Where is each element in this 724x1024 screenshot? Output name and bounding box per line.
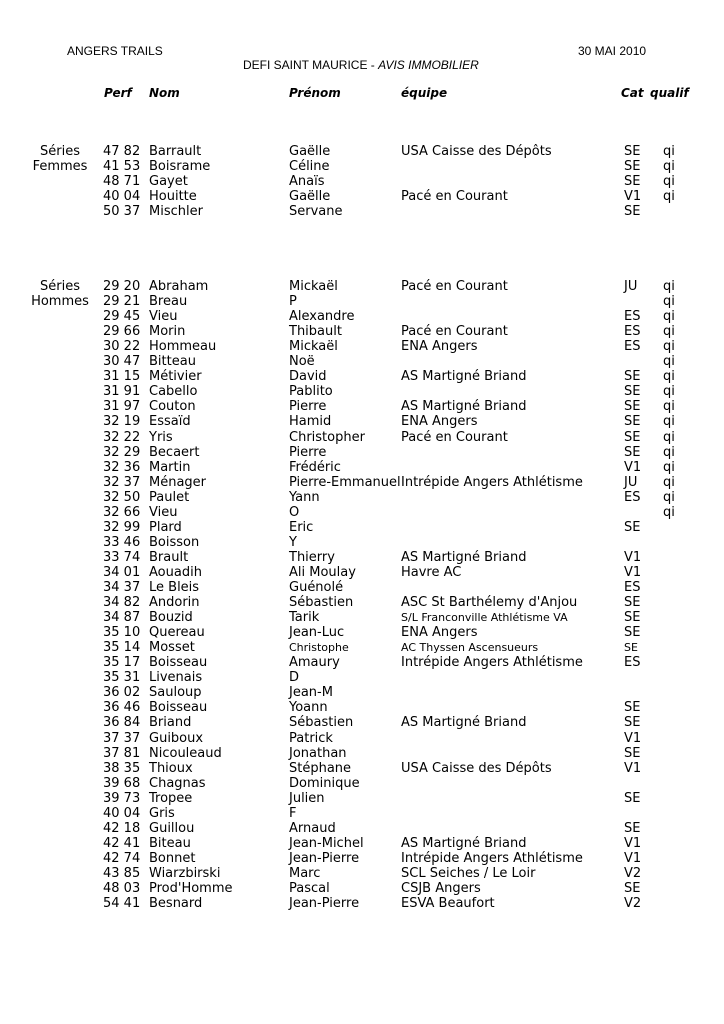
last-name: Quereau — [149, 625, 205, 641]
last-name: Boisrame — [149, 159, 211, 175]
perf-value: 36 02 — [103, 685, 141, 701]
category: SE — [624, 369, 641, 385]
first-name: Mickaël — [289, 279, 338, 294]
perf-value: 50 37 — [103, 204, 141, 220]
team-name: Intrépide Angers Athlétisme — [401, 474, 583, 490]
last-name: Bouzid — [149, 610, 193, 626]
first-name: Y — [289, 534, 297, 550]
event-name: DEFI SAINT MAURICE - — [243, 58, 379, 72]
qualification: qi — [663, 489, 675, 505]
team-name: AS Martigné Briand — [401, 549, 527, 565]
team-name: Pacé en Courant — [401, 324, 508, 340]
last-name: Boisseau — [149, 700, 208, 716]
last-name: Cabello — [149, 384, 198, 400]
team-name: AS Martigné Briand — [401, 715, 527, 731]
last-name: Boisseau — [149, 655, 208, 671]
team-name: Havre AC — [401, 564, 462, 580]
team-name: SCL Seiches / Le Loir — [401, 865, 536, 881]
last-name: Tropee — [149, 790, 193, 806]
event-date: 30 MAI 2010 — [578, 44, 647, 58]
last-name: Breau — [149, 294, 188, 310]
result-row — [0, 460, 724, 475]
category: V2 — [624, 896, 642, 912]
last-name: Yris — [149, 429, 173, 445]
category: SE — [624, 429, 641, 445]
category: SE — [624, 144, 641, 159]
last-name: Chagnas — [149, 775, 206, 791]
category: V1 — [624, 730, 642, 746]
perf-value: 40 04 — [103, 805, 141, 821]
qualification: qi — [663, 429, 675, 445]
last-name: Becaert — [149, 444, 200, 460]
result-row — [0, 354, 724, 369]
last-name: Abraham — [149, 279, 209, 294]
perf-value: 33 74 — [103, 549, 141, 565]
perf-value: 32 37 — [103, 474, 141, 490]
last-name: Nicouleaud — [149, 745, 222, 761]
perf-value: 29 45 — [103, 309, 141, 325]
result-row — [0, 851, 724, 866]
category: SE — [624, 625, 641, 641]
perf-value: 32 99 — [103, 519, 141, 535]
section-label-men: Séries Hommes — [31, 279, 89, 309]
result-row — [0, 776, 724, 791]
perf-value: 32 19 — [103, 414, 141, 430]
first-name: O — [289, 504, 300, 520]
result-row — [0, 384, 724, 399]
category: SE — [624, 745, 641, 761]
result-row — [0, 505, 724, 520]
category: SE — [624, 414, 641, 430]
category: V1 — [624, 459, 642, 475]
category: V1 — [624, 189, 642, 205]
team-name: S/L Franconville Athlétisme VA — [401, 611, 568, 625]
last-name: Houitte — [149, 189, 197, 205]
result-row — [0, 445, 724, 460]
column-header-prenom: Prénom — [289, 86, 341, 100]
result-row — [0, 625, 724, 640]
last-name: Bonnet — [149, 850, 196, 866]
qualification: qi — [663, 189, 675, 205]
first-name: Céline — [289, 159, 330, 175]
category: V1 — [624, 850, 642, 866]
first-name: Thierry — [289, 549, 335, 565]
team-name: ESVA Beaufort — [401, 896, 495, 912]
category: SE — [624, 881, 641, 896]
column-header-nom: Nom — [149, 86, 180, 100]
last-name: Morin — [149, 324, 186, 340]
perf-value: 32 36 — [103, 459, 141, 475]
last-name: Boisson — [149, 534, 200, 550]
team-name: Pacé en Courant — [401, 429, 508, 445]
category: JU — [624, 474, 638, 490]
category: SE — [624, 715, 641, 731]
perf-value: 34 37 — [103, 580, 141, 595]
team-name: ASC St Barthélemy d'Anjou — [401, 595, 578, 611]
perf-value: 35 10 — [103, 625, 141, 641]
first-name: Noë — [289, 354, 315, 370]
result-row — [0, 204, 724, 219]
result-row — [0, 580, 724, 595]
result-row — [0, 174, 724, 189]
team-name: USA Caisse des Dépôts — [401, 144, 552, 159]
qualification: qi — [663, 369, 675, 385]
result-row — [0, 189, 724, 204]
category: ES — [624, 655, 641, 671]
perf-value: 32 66 — [103, 504, 141, 520]
result-row — [0, 430, 724, 445]
last-name: Biteau — [149, 835, 191, 851]
team-name: Intrépide Angers Athlétisme — [401, 850, 583, 866]
result-row — [0, 670, 724, 685]
last-name: Briand — [149, 715, 192, 731]
column-header-cat: Cat — [621, 86, 644, 100]
first-name: F — [289, 805, 297, 821]
column-header-equipe: équipe — [401, 86, 448, 100]
team-name: Pacé en Courant — [401, 189, 508, 205]
first-name: Jean-M — [289, 685, 333, 701]
first-name: Julien — [289, 790, 325, 806]
result-row — [0, 324, 724, 339]
first-name: Eric — [289, 519, 314, 535]
perf-value: 41 53 — [103, 159, 141, 175]
qualification: qi — [663, 279, 675, 294]
perf-value: 29 20 — [103, 279, 141, 294]
last-name: Hommeau — [149, 339, 217, 355]
perf-value: 35 17 — [103, 655, 141, 671]
first-name: Pierre-Emmanuel — [289, 474, 401, 490]
result-row — [0, 294, 724, 309]
section-label-women: Séries Femmes — [32, 144, 88, 174]
first-name: Stéphane — [289, 760, 352, 776]
category: V1 — [624, 564, 642, 580]
last-name: Ménager — [149, 474, 207, 490]
perf-value: 34 82 — [103, 595, 141, 611]
first-name: Pascal — [289, 881, 330, 896]
first-name: Pablito — [289, 384, 333, 400]
last-name: Métivier — [149, 369, 202, 385]
category: SE — [624, 399, 641, 415]
last-name: Aouadih — [149, 564, 202, 580]
last-name: Guiboux — [149, 730, 204, 746]
perf-value: 42 41 — [103, 835, 141, 851]
result-row — [0, 414, 724, 429]
result-row — [0, 896, 724, 911]
last-name: Barrault — [149, 144, 202, 159]
qualification: qi — [663, 144, 675, 159]
perf-value: 32 22 — [103, 429, 141, 445]
qualification: qi — [663, 339, 675, 355]
last-name: Guillou — [149, 820, 195, 836]
result-row — [0, 535, 724, 550]
last-name: Essaïd — [149, 414, 191, 430]
perf-value: 48 71 — [103, 174, 141, 190]
result-row — [0, 399, 724, 414]
first-name: Sébastien — [289, 715, 354, 731]
result-row — [0, 655, 724, 670]
result-row — [0, 881, 724, 896]
perf-value: 40 04 — [103, 189, 141, 205]
first-name: Arnaud — [289, 820, 336, 836]
qualification: qi — [663, 444, 675, 460]
category: V1 — [624, 549, 642, 565]
last-name: Sauloup — [149, 685, 202, 701]
perf-value: 33 46 — [103, 534, 141, 550]
result-row — [0, 369, 724, 384]
result-row — [0, 279, 724, 294]
first-name: Patrick — [289, 730, 333, 746]
perf-value: 30 22 — [103, 339, 141, 355]
category: SE — [624, 790, 641, 806]
first-name: Alexandre — [289, 309, 355, 325]
perf-value: 39 68 — [103, 775, 141, 791]
result-row — [0, 475, 724, 490]
qualification: qi — [663, 504, 675, 520]
category: V1 — [624, 835, 642, 851]
category: SE — [624, 641, 638, 655]
result-row — [0, 715, 724, 730]
first-name: Guénolé — [289, 580, 344, 595]
first-name: Pierre — [289, 399, 327, 415]
result-row — [0, 685, 724, 700]
result-row — [0, 610, 724, 625]
qualification: qi — [663, 159, 675, 175]
last-name: Gayet — [149, 174, 188, 190]
first-name: Mickaël — [289, 339, 338, 355]
first-name: Christophe — [289, 641, 349, 655]
last-name: Couton — [149, 399, 196, 415]
team-name: Intrépide Angers Athlétisme — [401, 655, 583, 671]
first-name: Jean-Pierre — [289, 896, 360, 912]
last-name: Besnard — [149, 896, 203, 912]
qualification: qi — [663, 399, 675, 415]
perf-value: 48 03 — [103, 881, 141, 896]
category: SE — [624, 384, 641, 400]
result-row — [0, 159, 724, 174]
category: ES — [624, 580, 641, 595]
category: SE — [624, 174, 641, 190]
category: SE — [624, 444, 641, 460]
perf-value: 42 74 — [103, 850, 141, 866]
result-row — [0, 565, 724, 580]
perf-value: 36 46 — [103, 700, 141, 716]
event-title — [243, 58, 479, 72]
first-name: Gaëlle — [289, 144, 331, 159]
first-name: Yann — [289, 489, 320, 505]
team-name: Pacé en Courant — [401, 279, 508, 294]
perf-value: 36 84 — [103, 715, 141, 731]
column-header-qualif: qualif — [650, 86, 689, 100]
last-name: Gris — [149, 805, 175, 821]
last-name: Vieu — [149, 504, 178, 520]
result-row — [0, 520, 724, 535]
perf-value: 38 35 — [103, 760, 141, 776]
result-row — [0, 806, 724, 821]
last-name: Paulet — [149, 489, 190, 505]
result-row — [0, 550, 724, 565]
category: SE — [624, 159, 641, 175]
qualification: qi — [663, 354, 675, 370]
last-name: Prod'Homme — [149, 881, 233, 896]
last-name: Mischler — [149, 204, 203, 220]
category: V2 — [624, 865, 642, 881]
first-name: Dominique — [289, 775, 360, 791]
last-name: Mosset — [149, 640, 195, 656]
category: SE — [624, 204, 641, 220]
category: ES — [624, 324, 641, 340]
category: SE — [624, 700, 641, 716]
first-name: Thibault — [289, 324, 342, 340]
category: SE — [624, 595, 641, 611]
first-name: Christopher — [289, 429, 365, 445]
first-name: Anaïs — [289, 174, 325, 190]
category: ES — [624, 489, 641, 505]
perf-value: 31 97 — [103, 399, 141, 415]
first-name: Yoann — [289, 700, 328, 716]
last-name: Bitteau — [149, 354, 196, 370]
perf-value: 43 85 — [103, 865, 141, 881]
perf-value: 37 81 — [103, 745, 141, 761]
first-name: David — [289, 369, 327, 385]
result-row — [0, 761, 724, 776]
perf-value: 35 14 — [103, 640, 141, 656]
category: SE — [624, 519, 641, 535]
category: ES — [624, 309, 641, 325]
last-name: Thioux — [149, 760, 193, 776]
perf-value: 37 37 — [103, 730, 141, 746]
qualification: qi — [663, 474, 675, 490]
team-name: AS Martigné Briand — [401, 835, 527, 851]
team-name: AS Martigné Briand — [401, 369, 527, 385]
first-name: Jean-Luc — [289, 625, 345, 641]
organizer-title: ANGERS TRAILS — [67, 44, 163, 58]
first-name: Amaury — [289, 655, 340, 671]
perf-value: 29 66 — [103, 324, 141, 340]
category: V1 — [624, 760, 642, 776]
first-name: Tarik — [289, 610, 320, 626]
result-row — [0, 746, 724, 761]
perf-value: 30 47 — [103, 354, 141, 370]
perf-value: 54 41 — [103, 896, 141, 912]
first-name: Sébastien — [289, 595, 354, 611]
result-row — [0, 700, 724, 715]
result-row — [0, 339, 724, 354]
qualification: qi — [663, 459, 675, 475]
column-header-perf: Perf — [104, 86, 132, 100]
category: SE — [624, 610, 641, 626]
team-name: ENA Angers — [401, 339, 478, 355]
perf-value: 35 31 — [103, 670, 141, 686]
result-row — [0, 731, 724, 746]
team-name: USA Caisse des Dépôts — [401, 760, 552, 776]
qualification: qi — [663, 294, 675, 310]
first-name: Ali Moulay — [289, 564, 356, 580]
first-name: Hamid — [289, 414, 332, 430]
first-name: Jonathan — [289, 745, 347, 761]
category: JU — [624, 279, 638, 294]
last-name: Martin — [149, 459, 191, 475]
qualification: qi — [663, 324, 675, 340]
qualification: qi — [663, 309, 675, 325]
team-name: ENA Angers — [401, 625, 478, 641]
result-row — [0, 490, 724, 505]
category: SE — [624, 820, 641, 836]
team-name: ENA Angers — [401, 414, 478, 430]
qualification: qi — [663, 414, 675, 430]
last-name: Plard — [149, 519, 182, 535]
first-name: Servane — [289, 204, 343, 220]
team-name: AC Thyssen Ascensueurs — [401, 641, 539, 655]
first-name: Marc — [289, 865, 321, 881]
qualification: qi — [663, 384, 675, 400]
team-name: CSJB Angers — [401, 881, 481, 896]
category: ES — [624, 339, 641, 355]
last-name: Andorin — [149, 595, 200, 611]
perf-value: 32 29 — [103, 444, 141, 460]
perf-value: 42 18 — [103, 820, 141, 836]
first-name: Jean-Michel — [289, 835, 364, 851]
perf-value: 31 15 — [103, 369, 141, 385]
result-row — [0, 791, 724, 806]
team-name: AS Martigné Briand — [401, 399, 527, 415]
last-name: Wiarzbirski — [149, 865, 221, 881]
perf-value: 32 50 — [103, 489, 141, 505]
perf-value: 34 87 — [103, 610, 141, 626]
last-name: Livenais — [149, 670, 203, 686]
first-name: Jean-Pierre — [289, 850, 360, 866]
last-name: Le Bleis — [149, 580, 200, 595]
perf-value: 29 21 — [103, 294, 141, 310]
first-name: Gaëlle — [289, 189, 331, 205]
last-name: Brault — [149, 549, 189, 565]
first-name: P — [289, 294, 297, 310]
perf-value: 34 01 — [103, 564, 141, 580]
result-row — [0, 821, 724, 836]
first-name: Pierre — [289, 444, 327, 460]
qualification: qi — [663, 174, 675, 190]
first-name: D — [289, 670, 300, 686]
result-row — [0, 640, 724, 655]
result-row — [0, 144, 724, 159]
result-row — [0, 836, 724, 851]
result-row — [0, 309, 724, 324]
first-name: Frédéric — [289, 459, 341, 475]
result-row — [0, 866, 724, 881]
perf-value: 39 73 — [103, 790, 141, 806]
last-name: Vieu — [149, 309, 178, 325]
event-sponsor: AVIS IMMOBILIER — [378, 58, 479, 72]
perf-value: 31 91 — [103, 384, 141, 400]
perf-value: 47 82 — [103, 144, 141, 159]
result-row — [0, 595, 724, 610]
